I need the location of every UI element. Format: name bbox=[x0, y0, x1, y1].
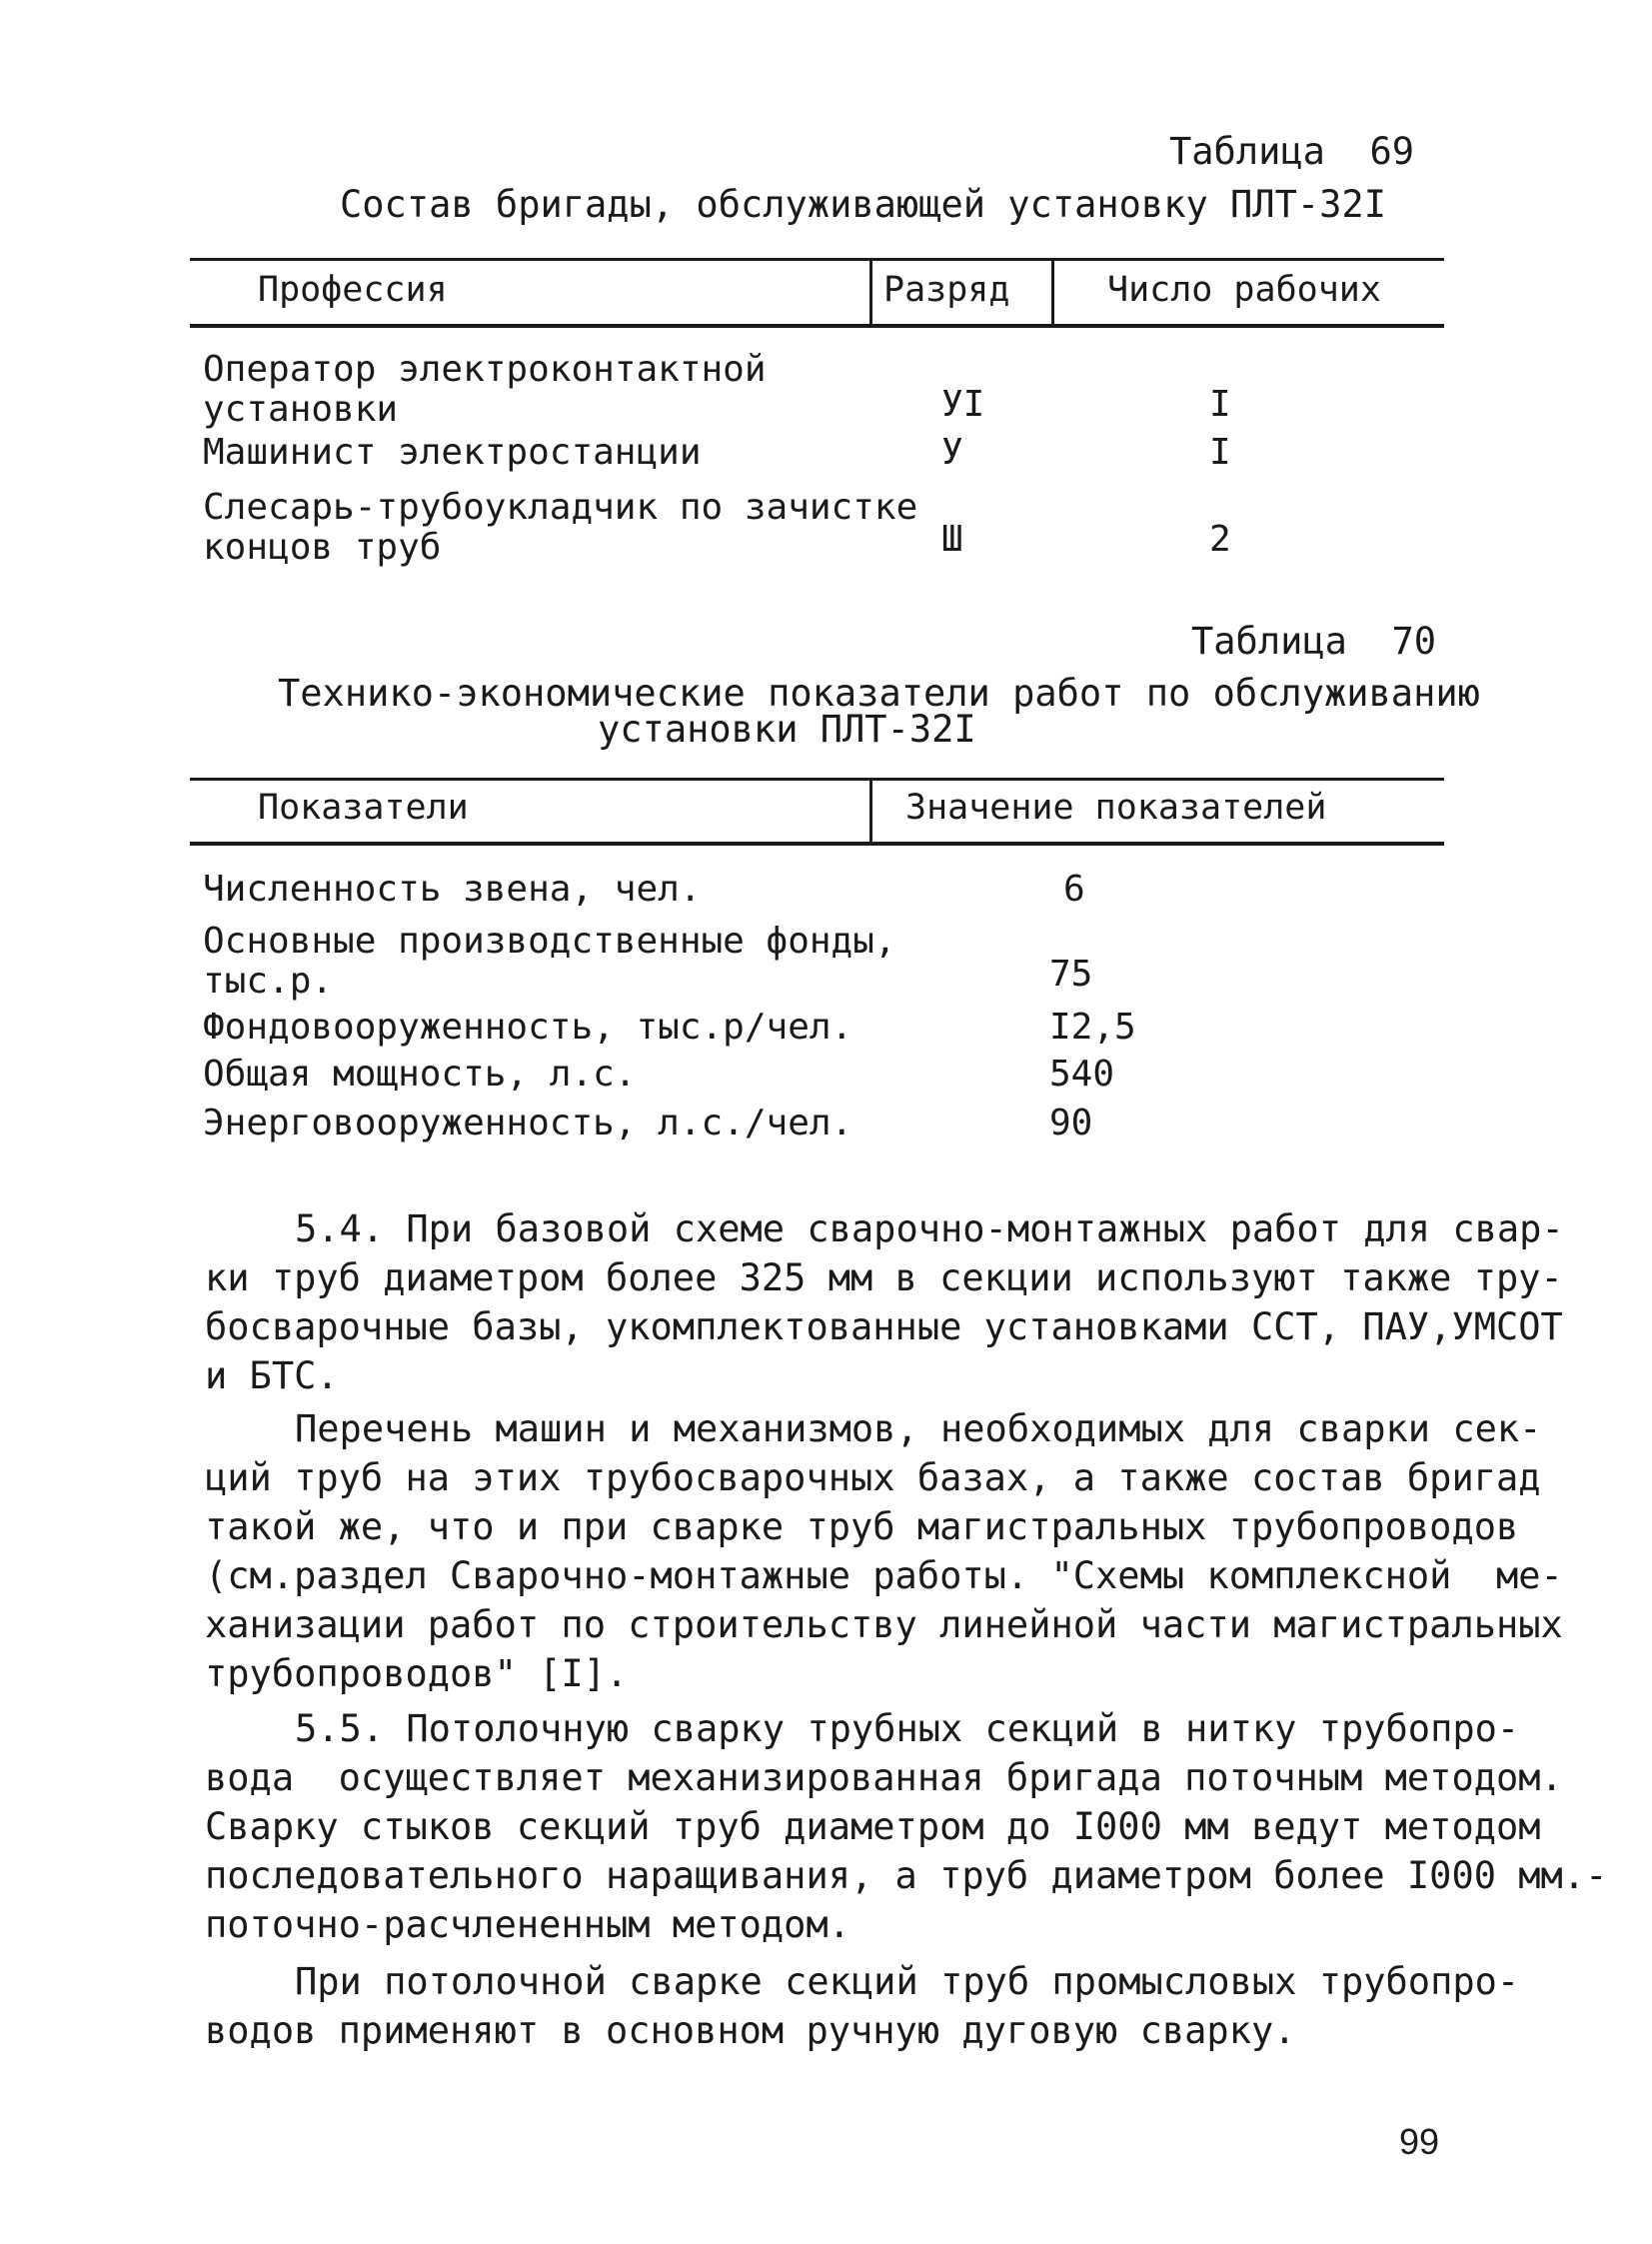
page-number: 99 bbox=[1399, 2121, 1440, 2162]
table-69-top-rule bbox=[190, 258, 1444, 261]
paragraph-ceiling-welding bbox=[205, 1957, 1520, 2055]
table-70-row-1-value: 6 bbox=[1063, 869, 1085, 910]
table-69-title: Состав бригады, обслуживающей установку ПЛТ-32I bbox=[340, 183, 1386, 226]
table-70-row-2-value: 75 bbox=[1049, 954, 1093, 995]
table-70-row-4-indicator: Общая мощность, л.с. bbox=[203, 1054, 637, 1095]
table-70-col-divider bbox=[869, 778, 872, 843]
table-69-header-workers: Число рабочих bbox=[1107, 270, 1381, 310]
paragraph-line: босварочные базы, укомплектованные установками ССТ, ПАУ,УМСОТ bbox=[205, 1305, 1563, 1348]
paragraph-line: и БТС. bbox=[205, 1354, 339, 1397]
table-69-row-3-count: 2 bbox=[1209, 519, 1231, 560]
table-70-header-values: Значение показателей bbox=[905, 788, 1327, 828]
table-69-col-divider-2 bbox=[1051, 258, 1054, 325]
paragraph-line: (см.раздел Сварочно-монтажные работы. "Схемы комплексной ме- bbox=[205, 1554, 1563, 1597]
table-69-row-2-profession: Машинист электростанции bbox=[203, 432, 702, 473]
table-69-row-2-count: I bbox=[1209, 432, 1231, 473]
table-70-title-line-2: установки ПЛТ-32I bbox=[598, 708, 976, 751]
table-69-row-2-grade: У bbox=[941, 432, 963, 473]
table-70-title-line-1: Технико-экономические показатели работ по обслуживанию bbox=[278, 672, 1480, 715]
table-70-row-3-indicator: Фондовооруженность, тыс.р/чел. bbox=[203, 1007, 853, 1048]
paragraph-line: вода осуществляет механизированная бригада поточным методом. bbox=[205, 1756, 1563, 1799]
paragraph-line: водов применяют в основном ручную дуговую сварку. bbox=[205, 2009, 1296, 2052]
table-69-col-divider-1 bbox=[869, 258, 872, 325]
paragraph-line: ки труб диаметром более 325 мм в секции используют также тру- bbox=[205, 1256, 1563, 1299]
paragraph-line: При потолочной сварке секций труб промысловых трубопро- bbox=[295, 1960, 1520, 2003]
paragraph-line: 5.4. При базовой схеме сварочно-монтажных работ для свар- bbox=[295, 1207, 1564, 1250]
table-70-header-indicators: Показатели bbox=[258, 788, 469, 828]
table-70-row-5-value: 90 bbox=[1049, 1103, 1093, 1143]
paragraph-5-5 bbox=[205, 1704, 1608, 1949]
paragraph-line: последовательного наращивания, а труб диаметром более I000 мм.- bbox=[205, 1854, 1608, 1897]
paragraph-line: 5.5. Потолочную сварку трубных секций в нитку трубопро- bbox=[295, 1707, 1520, 1750]
paragraph-machines-list bbox=[205, 1404, 1563, 1698]
paragraph-5-4 bbox=[205, 1204, 1564, 1400]
table-69-header-grade: Разряд bbox=[883, 270, 1010, 310]
table-70-header-rule bbox=[190, 842, 1444, 846]
table-69-row-3-profession: Слесарь-трубоукладчик по зачистке концов труб bbox=[203, 487, 918, 568]
table-70-top-rule bbox=[190, 778, 1444, 781]
table-69-header-rule bbox=[190, 324, 1444, 328]
table-70-row-2-indicator: Основные производственные фонды, тыс.р. bbox=[203, 921, 896, 1002]
paragraph-line: поточно-расчлененным методом. bbox=[205, 1903, 851, 1946]
table-69-label: Таблица 69 bbox=[1169, 130, 1415, 173]
paragraph-line: трубопроводов" [I]. bbox=[205, 1652, 629, 1695]
table-69-header-profession: Профессия bbox=[258, 270, 448, 310]
table-69-row-3-grade: Ш bbox=[941, 519, 963, 560]
table-69-row-1-count: I bbox=[1209, 384, 1231, 425]
table-70-row-4-value: 540 bbox=[1049, 1054, 1115, 1095]
table-70-row-5-indicator: Энерговооруженность, л.с./чел. bbox=[203, 1103, 853, 1143]
paragraph-line: ций труб на этих трубосварочных базах, а также состав бригад bbox=[205, 1456, 1541, 1499]
table-70-row-1-indicator: Численность звена, чел. bbox=[203, 869, 702, 910]
paragraph-line: Перечень машин и механизмов, необходимых для сварки сек- bbox=[295, 1407, 1542, 1450]
table-70-label: Таблица 70 bbox=[1191, 620, 1437, 663]
table-69-row-1-grade: УI bbox=[941, 384, 985, 425]
paragraph-line: ханизации работ по строительству линейной части магистральных bbox=[205, 1603, 1563, 1646]
paragraph-line: Сварку стыков секций труб диаметром до I000 мм ведут методом bbox=[205, 1805, 1541, 1848]
table-70-row-3-value: I2,5 bbox=[1049, 1007, 1136, 1048]
table-69-row-1-profession: Оператор электроконтактной установки bbox=[203, 349, 767, 430]
paragraph-line: такой же, что и при сварке труб магистральных трубопроводов bbox=[205, 1505, 1519, 1548]
